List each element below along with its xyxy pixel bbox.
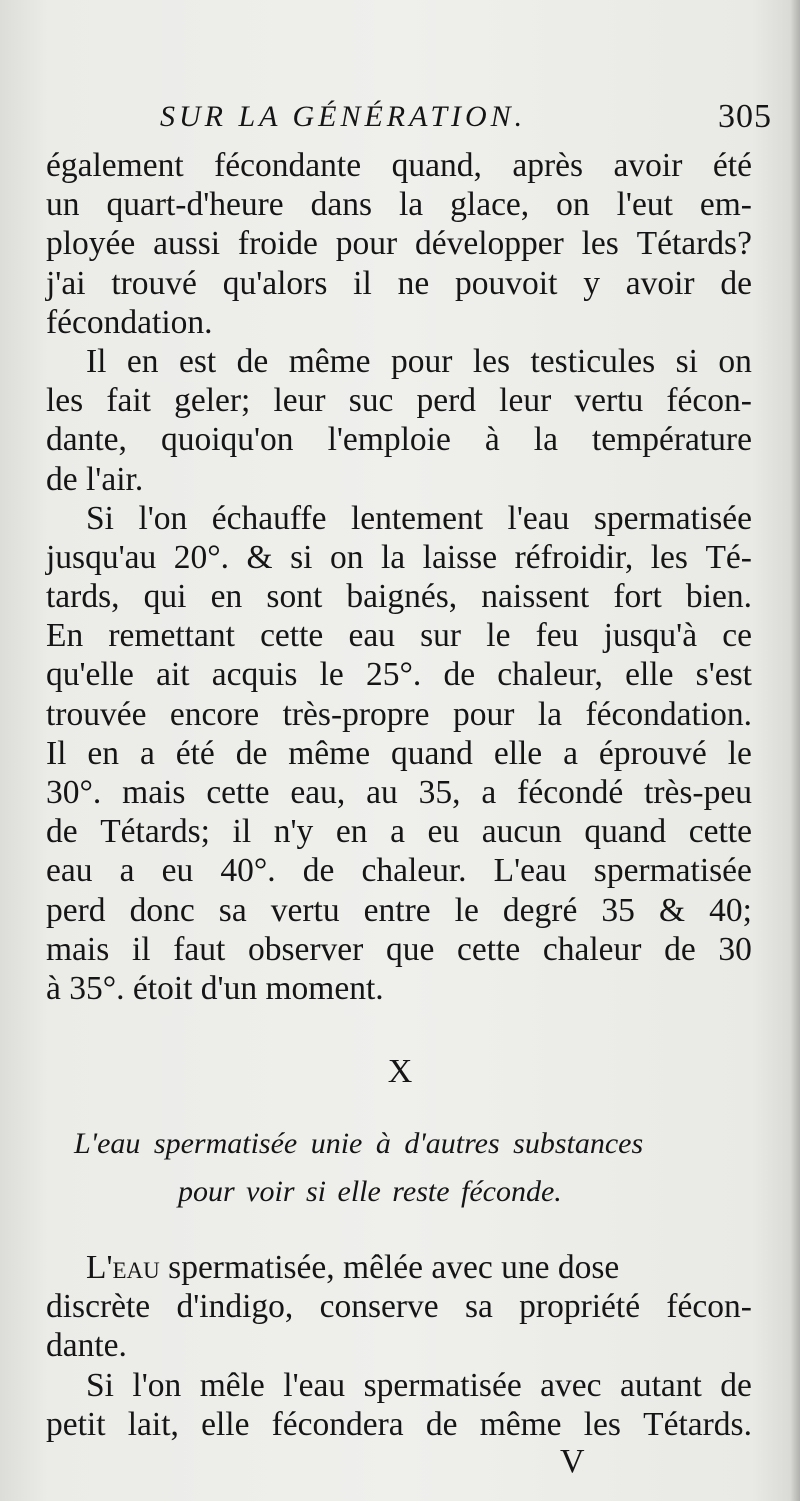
text-line [46, 1405, 752, 1444]
word: de [235, 734, 268, 772]
word: 25°. [365, 656, 422, 694]
text-line [46, 616, 752, 655]
word: fécondé [517, 774, 624, 811]
word: mêle [199, 1366, 265, 1404]
word: les [46, 382, 84, 420]
word: eau [46, 852, 93, 890]
catchword: V [560, 1443, 585, 1480]
word: après [512, 147, 584, 184]
word: pour [453, 695, 515, 733]
text-line: de l'air. [46, 460, 144, 498]
word: fécondation. [585, 695, 752, 733]
text-line [46, 420, 752, 459]
word: En [46, 617, 84, 655]
word: elle [625, 656, 674, 694]
word: aucun [481, 813, 562, 851]
text-line [46, 224, 752, 263]
word: en [87, 734, 120, 772]
word: testicules [530, 342, 656, 380]
word: a [390, 813, 405, 851]
word: quoiqu'on [160, 421, 294, 459]
word: entre [363, 891, 431, 929]
word: observer [247, 930, 364, 968]
word: l'on [138, 499, 188, 537]
word: de [720, 1366, 752, 1404]
word: fécondante [214, 147, 362, 184]
word: qu'alors [222, 264, 328, 302]
word: 40; [709, 891, 752, 929]
word: 20°. [173, 538, 230, 576]
word: le [727, 734, 752, 772]
word: l'on [132, 1366, 182, 1404]
word: 35 [601, 891, 635, 929]
word: Il [46, 734, 67, 772]
word: aussi [153, 225, 221, 263]
section-number: X [387, 1053, 413, 1090]
word: faut [173, 930, 226, 968]
word: échauffe [211, 499, 327, 537]
word: ait [156, 656, 190, 694]
word: pour [390, 342, 453, 380]
word: & [246, 538, 273, 576]
word: avoir [625, 264, 695, 302]
body-text-lower [46, 1248, 752, 1444]
word: jusqu'au [46, 538, 157, 576]
word: de [46, 813, 78, 851]
word: il [131, 930, 151, 968]
word: laisse [422, 538, 498, 576]
word: les [472, 342, 511, 380]
word: température [592, 421, 752, 459]
word: l'eau [507, 499, 570, 537]
word: leur [273, 382, 326, 420]
word: en [210, 578, 243, 616]
word: conserve [319, 1288, 439, 1326]
word: on [718, 342, 752, 380]
word: autant [619, 1366, 702, 1404]
page-header [160, 92, 772, 142]
word: la [380, 538, 406, 576]
word: même [479, 1405, 562, 1443]
word: le [486, 617, 511, 655]
word: lait, [127, 1405, 179, 1443]
word: y [583, 264, 600, 302]
word: les [583, 1405, 621, 1443]
word: Tétards. [643, 1405, 752, 1443]
word: on [556, 186, 590, 224]
word: fécon- [666, 382, 752, 420]
word: cette [206, 774, 270, 811]
word: cette [260, 617, 324, 655]
word: spermatisée [363, 1366, 522, 1404]
word: elle [493, 734, 543, 772]
word: petit [46, 1405, 106, 1443]
page-edge-shadow [790, 0, 800, 1501]
word: la [398, 186, 424, 224]
word: les [650, 538, 688, 576]
word: elle [201, 1405, 250, 1443]
word: réfroidir, [514, 538, 634, 576]
text-line [46, 381, 752, 420]
word: vertu [270, 891, 340, 929]
word: fait [106, 382, 151, 420]
word: a [139, 734, 155, 772]
word: l'emploie [327, 421, 451, 459]
word: l'eau [283, 1366, 346, 1404]
text-line [46, 734, 752, 773]
word: d'indigo, [176, 1288, 294, 1326]
word: 40°. [220, 852, 276, 890]
word: baignés, [346, 578, 458, 616]
word: même [288, 734, 371, 772]
word: acquis [211, 656, 298, 694]
word: perd [416, 382, 477, 420]
word: dans [310, 186, 373, 224]
word: il [232, 813, 252, 851]
word: Té- [705, 538, 752, 576]
section-title-line: L'eau spermatisée unie à d'autres substances [74, 1127, 644, 1160]
text-line [46, 1287, 752, 1326]
lead-word: L'eau [86, 1249, 160, 1286]
word: naissent [481, 578, 590, 616]
word: très-peu [644, 774, 752, 811]
word: de [664, 930, 696, 968]
word: mais [46, 930, 110, 968]
word: trouvé [111, 264, 197, 302]
word: s'est [695, 656, 752, 694]
word: les [581, 225, 619, 263]
word: feu [535, 617, 579, 655]
body-text-upper [46, 146, 752, 1008]
word: chaleur, [497, 656, 603, 694]
line-content [86, 1248, 619, 1287]
word: eu [161, 852, 194, 890]
word: chaleur. [361, 852, 467, 890]
word: de [236, 342, 269, 380]
word: froide [237, 225, 318, 263]
word: vertu [574, 382, 644, 420]
text-line [46, 342, 752, 381]
word: également [46, 147, 184, 184]
word: sont [266, 578, 323, 616]
word: il [353, 264, 372, 302]
word: discrète [46, 1288, 151, 1326]
word: Si [86, 499, 114, 537]
page-number: 305 [718, 98, 772, 135]
word: été [712, 147, 752, 184]
text-line [46, 146, 752, 185]
text-line [46, 695, 752, 734]
word: trouvée [46, 695, 147, 733]
word: Si [86, 1366, 114, 1404]
word: donc [129, 891, 195, 929]
word: même [288, 342, 371, 380]
word: spermatisée [593, 852, 752, 890]
word: 30°. [46, 774, 102, 811]
word: avoir [613, 147, 683, 184]
word: & [658, 891, 686, 929]
word: perd [46, 891, 106, 929]
word: qui [143, 578, 187, 616]
word: fécondera [271, 1405, 404, 1443]
word: propriété [519, 1288, 641, 1326]
word: à [484, 421, 500, 459]
word: a [563, 734, 578, 772]
text-line [46, 264, 752, 303]
word: quart-d'heure [106, 186, 284, 224]
word: qu'elle [46, 656, 134, 694]
text-line [46, 891, 752, 930]
word: que [385, 930, 435, 968]
word: est [178, 342, 217, 380]
word: suc [348, 382, 394, 420]
word: j'ai [46, 264, 86, 302]
word: leur [499, 382, 552, 420]
word: lentement [350, 499, 484, 537]
word: avec [540, 1366, 602, 1404]
text-line [46, 538, 752, 577]
word: été [175, 734, 215, 772]
word: quand [391, 734, 473, 772]
word: quand [584, 813, 667, 851]
word: 35, [418, 774, 461, 811]
word: la [533, 421, 558, 459]
word: sa [218, 891, 247, 929]
section-title-line: pour voir si elle reste féconde. [178, 1175, 562, 1208]
word: un [46, 186, 80, 224]
line-rest: spermatisée, mêlée avec une dose [159, 1249, 620, 1286]
word: jusqu'à [603, 617, 698, 655]
word: mais [122, 774, 186, 811]
word: glace, [450, 186, 530, 224]
word: pour [335, 225, 398, 263]
word: eu [427, 813, 460, 851]
word: fécon- [666, 1288, 752, 1326]
word: cette [688, 813, 752, 851]
text-line: dante. [46, 1327, 127, 1365]
word: eau, [290, 774, 346, 811]
word: développer [414, 225, 564, 263]
word: si [290, 538, 313, 576]
word: degré [502, 891, 578, 929]
text-line [46, 499, 752, 538]
text-line [46, 655, 752, 694]
word: éprouvé [598, 734, 707, 772]
word: remettant [108, 617, 235, 655]
word: chaleur [542, 930, 642, 968]
text-line [46, 773, 752, 812]
word: la [537, 695, 563, 733]
word: au [366, 774, 398, 811]
word: Tétards; [100, 813, 210, 851]
word: de [302, 852, 335, 890]
word: on [329, 538, 364, 576]
text-line: à 35°. étoit d'un moment. [46, 969, 384, 1007]
word: 30 [718, 930, 752, 968]
word: geler; [174, 382, 251, 420]
word: em- [699, 186, 752, 224]
word: fort [613, 578, 662, 616]
word: le [454, 891, 479, 929]
text-line [46, 851, 752, 890]
word: spermatisée [593, 499, 752, 537]
word: le [319, 656, 344, 694]
running-title: SUR LA GÉNÉRATION. [160, 100, 527, 133]
word: quand, [391, 147, 482, 184]
word: de [720, 264, 752, 302]
word: très-propre [282, 695, 430, 733]
word: pouvoit [455, 264, 558, 302]
word: en [126, 342, 159, 380]
word: dante, [46, 421, 127, 459]
word: sa [464, 1288, 493, 1326]
word: Il [86, 342, 107, 380]
text-line: fécondation. [46, 303, 213, 341]
word: bien. [685, 578, 752, 616]
word: l'eut [616, 186, 673, 224]
word: Tétards? [636, 225, 752, 263]
word: a [119, 852, 135, 890]
word: cette [457, 930, 521, 968]
text-line [46, 1248, 752, 1287]
section-title [70, 1120, 760, 1216]
word: sur [420, 617, 462, 655]
text-line [46, 812, 752, 851]
text-line [46, 577, 752, 616]
text-line [46, 1366, 752, 1405]
word: n'y [273, 813, 314, 851]
word: a [481, 774, 497, 811]
text-line [46, 930, 752, 969]
word: eau [348, 617, 395, 655]
word: en [335, 813, 368, 851]
word: ce [722, 617, 752, 655]
word: ne [397, 264, 430, 302]
word: si [675, 342, 698, 380]
word: tards, [46, 578, 120, 616]
word: L'eau [493, 852, 567, 890]
word: encore [169, 695, 260, 733]
word: ployée [46, 225, 136, 263]
word: de [425, 1405, 458, 1443]
word: de [443, 656, 476, 694]
text-line [46, 185, 752, 224]
